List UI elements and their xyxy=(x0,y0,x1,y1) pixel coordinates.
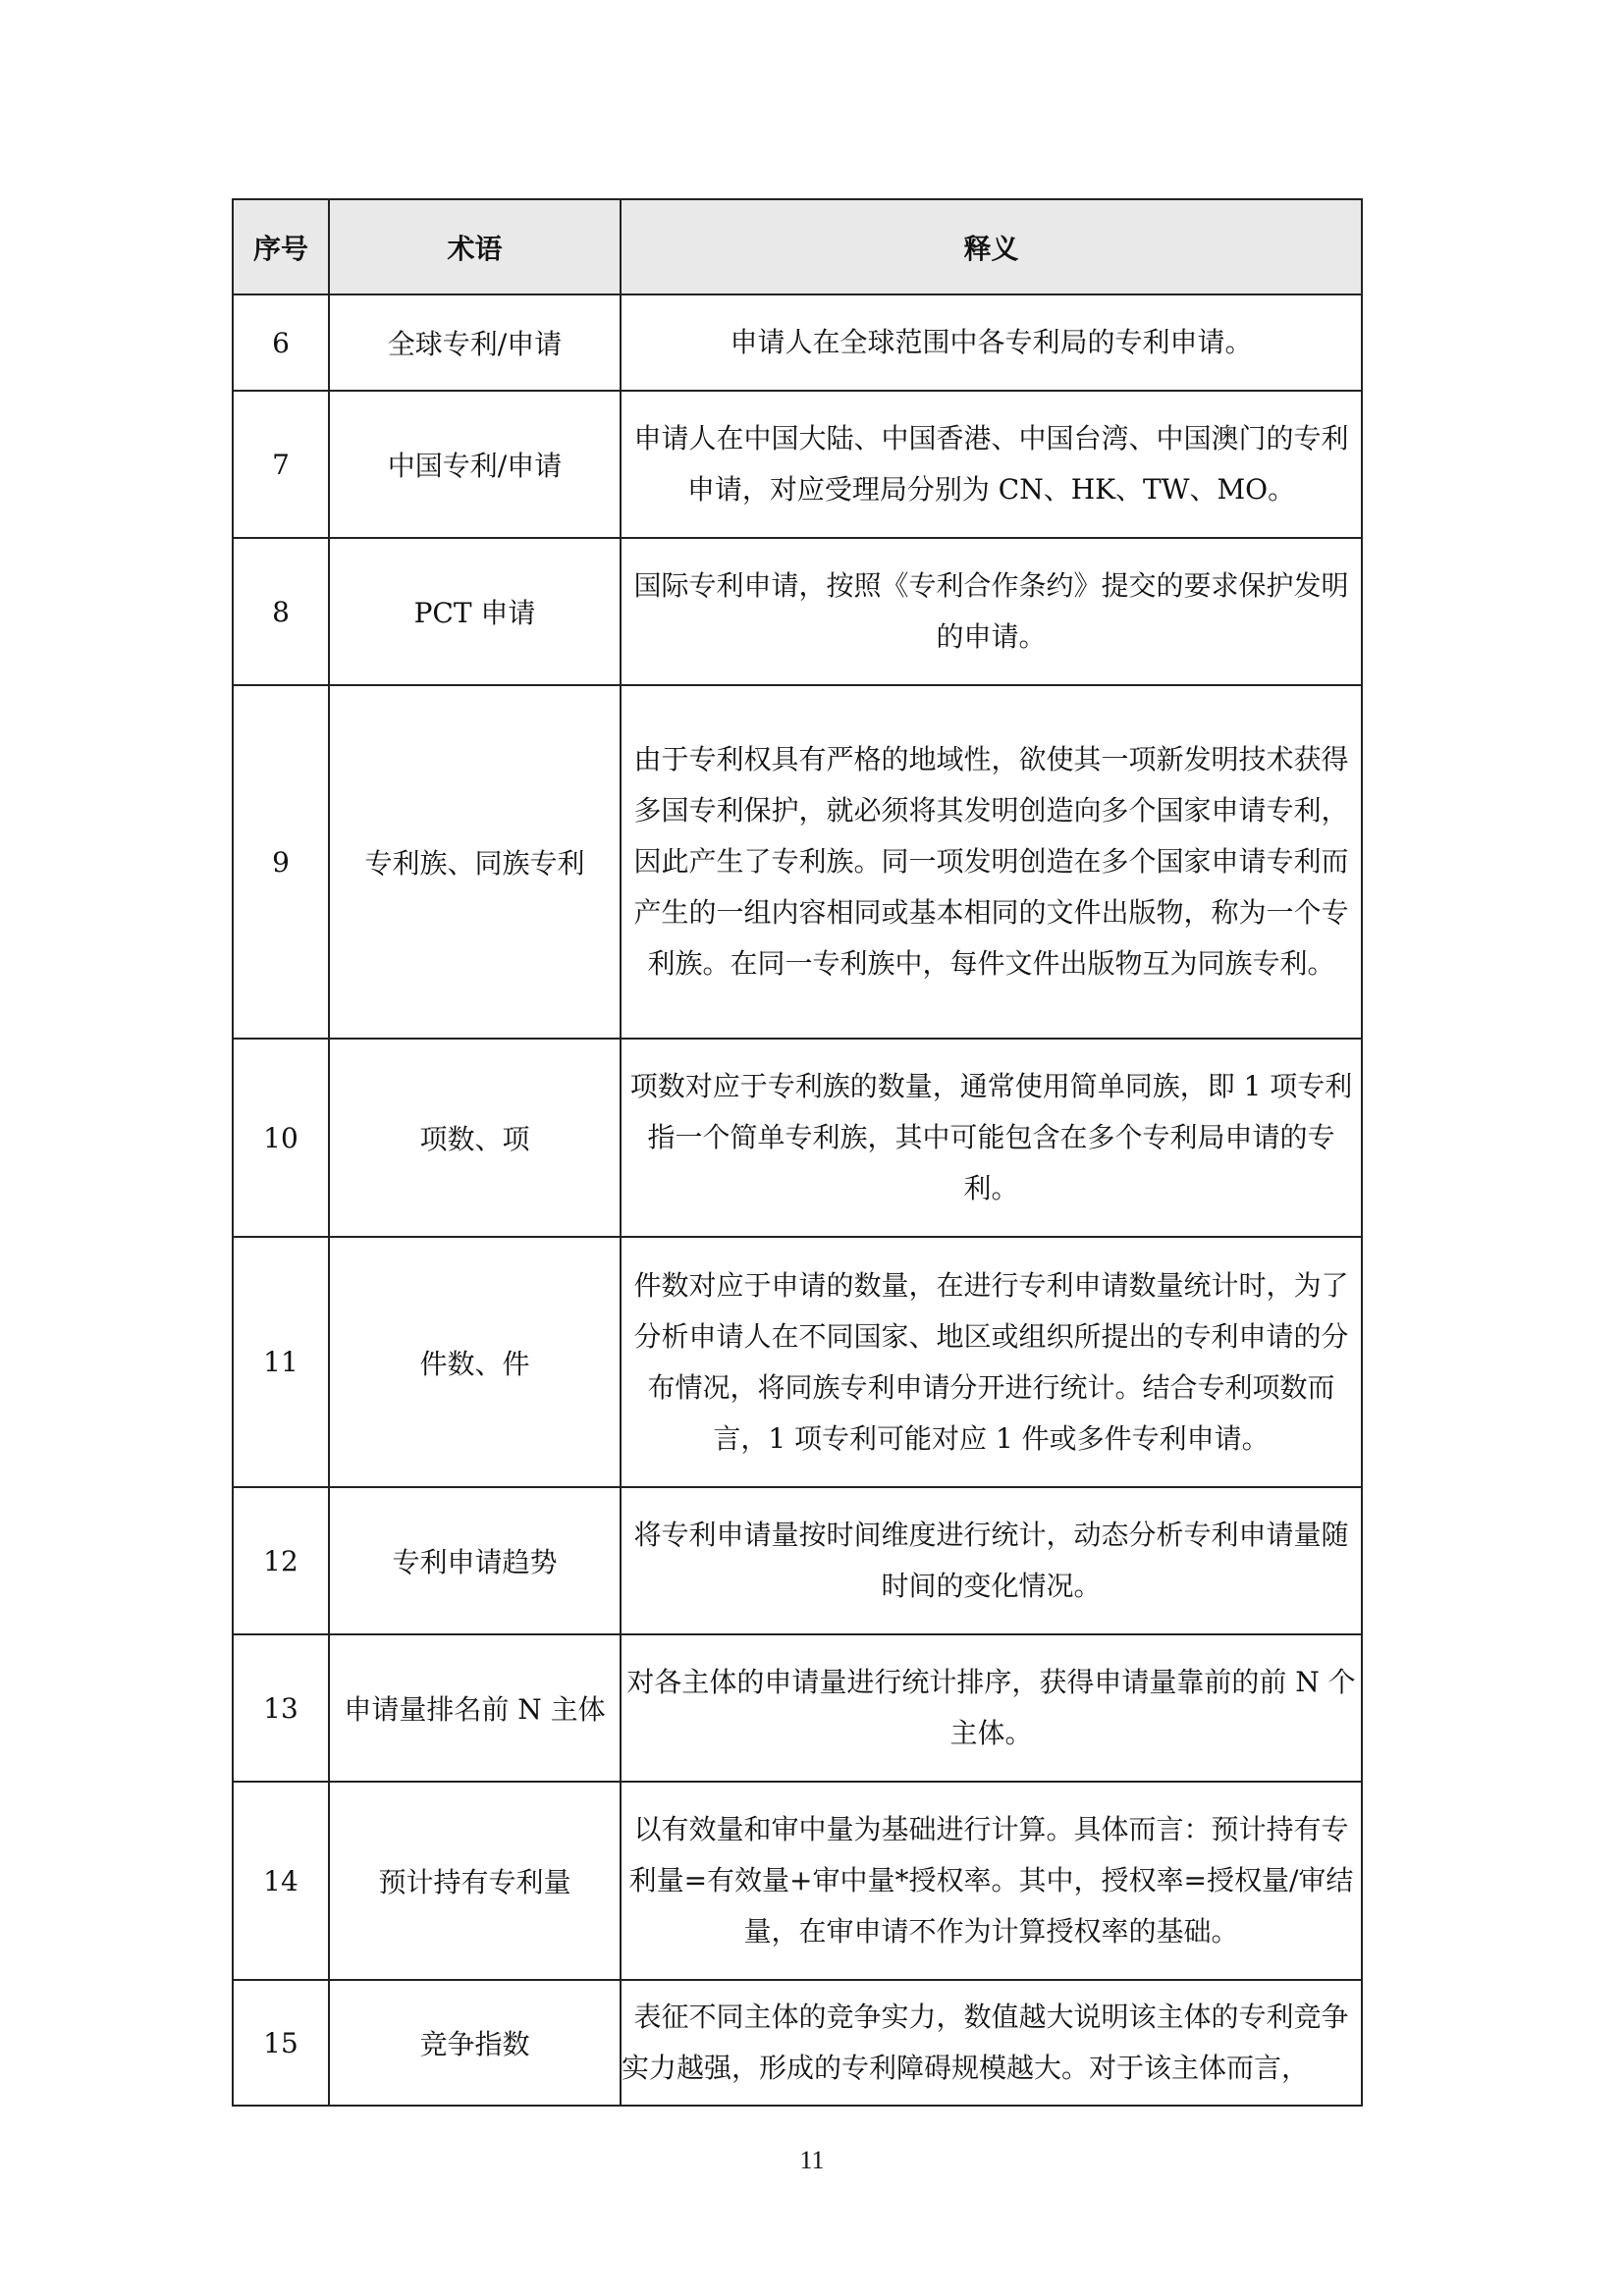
row-no: 12 xyxy=(233,1487,329,1634)
row-definition: 由于专利权具有严格的地域性，欲使其一项新发明技术获得多国专利保护，就必须将其发明创造向多个国家申请专利，因此产生了专利族。同一项发明创造在多个国家申请专利而产生的一组内容相同或基本相同的文件出版物，称为一个专利族。在同一专利族中，每件文件出版物互为同族专利。 xyxy=(621,685,1362,1039)
row-definition: 对各主体的申请量进行统计排序，获得申请量靠前的前 N 个主体。 xyxy=(621,1634,1362,1782)
row-definition: 项数对应于专利族的数量，通常使用简单同族，即 1 项专利指一个简单专利族，其中可能包含在多个专利局申请的专利。 xyxy=(621,1039,1362,1237)
row-no: 11 xyxy=(233,1237,329,1487)
terms-table xyxy=(232,198,1363,2107)
table-row xyxy=(233,391,1362,538)
row-definition: 件数对应于申请的数量，在进行专利申请数量统计时，为了分析申请人在不同国家、地区或组织所提出的专利申请的分布情况，将同族专利申请分开进行统计。结合专利项数而言，1 项专利可能对应 1 件或多件专利申请。 xyxy=(621,1237,1362,1487)
row-definition: 国际专利申请，按照《专利合作条约》提交的要求保护发明的申请。 xyxy=(621,538,1362,685)
row-term: PCT 申请 xyxy=(329,538,621,685)
row-definition: 以有效量和审中量为基础进行计算。具体而言：预计持有专利量=有效量+审中量*授权率。其中，授权率=授权量/审结量，在审申请不作为计算授权率的基础。 xyxy=(621,1782,1362,1980)
row-definition: 将专利申请量按时间维度进行统计，动态分析专利申请量随时间的变化情况。 xyxy=(621,1487,1362,1634)
row-term: 专利申请趋势 xyxy=(329,1487,621,1634)
row-no: 6 xyxy=(233,294,329,391)
row-term: 件数、件 xyxy=(329,1237,621,1487)
header-no: 序号 xyxy=(233,199,329,294)
row-term: 中国专利/申请 xyxy=(329,391,621,538)
row-term: 项数、项 xyxy=(329,1039,621,1237)
row-no: 13 xyxy=(233,1634,329,1782)
table-row xyxy=(233,1634,1362,1782)
row-no: 14 xyxy=(233,1782,329,1980)
table-row xyxy=(233,685,1362,1039)
page-number: 11 xyxy=(799,2146,825,2174)
table-row xyxy=(233,1980,1362,2106)
header-term: 术语 xyxy=(329,199,621,294)
table-row xyxy=(233,538,1362,685)
row-no: 7 xyxy=(233,391,329,538)
row-definition: 申请人在全球范围中各专利局的专利申请。 xyxy=(621,294,1362,391)
row-term: 竞争指数 xyxy=(329,1980,621,2106)
row-no: 9 xyxy=(233,685,329,1039)
table-row xyxy=(233,1237,1362,1487)
row-term: 专利族、同族专利 xyxy=(329,685,621,1039)
header-definition: 释义 xyxy=(621,199,1362,294)
table-header-row xyxy=(233,199,1362,294)
table-row xyxy=(233,294,1362,391)
table-row xyxy=(233,1782,1362,1980)
table-row xyxy=(233,1487,1362,1634)
row-definition: 表征不同主体的竞争实力，数值越大说明该主体的专利竞争实力越强，形成的专利障碍规模越大。对于该主体而言， xyxy=(621,1980,1362,2106)
table-row xyxy=(233,1039,1362,1237)
row-term: 预计持有专利量 xyxy=(329,1782,621,1980)
row-term: 申请量排名前 N 主体 xyxy=(329,1634,621,1782)
row-no: 15 xyxy=(233,1980,329,2106)
row-definition: 申请人在中国大陆、中国香港、中国台湾、中国澳门的专利申请，对应受理局分别为 CN、HK、TW、MO。 xyxy=(621,391,1362,538)
row-no: 10 xyxy=(233,1039,329,1237)
row-no: 8 xyxy=(233,538,329,685)
row-term: 全球专利/申请 xyxy=(329,294,621,391)
